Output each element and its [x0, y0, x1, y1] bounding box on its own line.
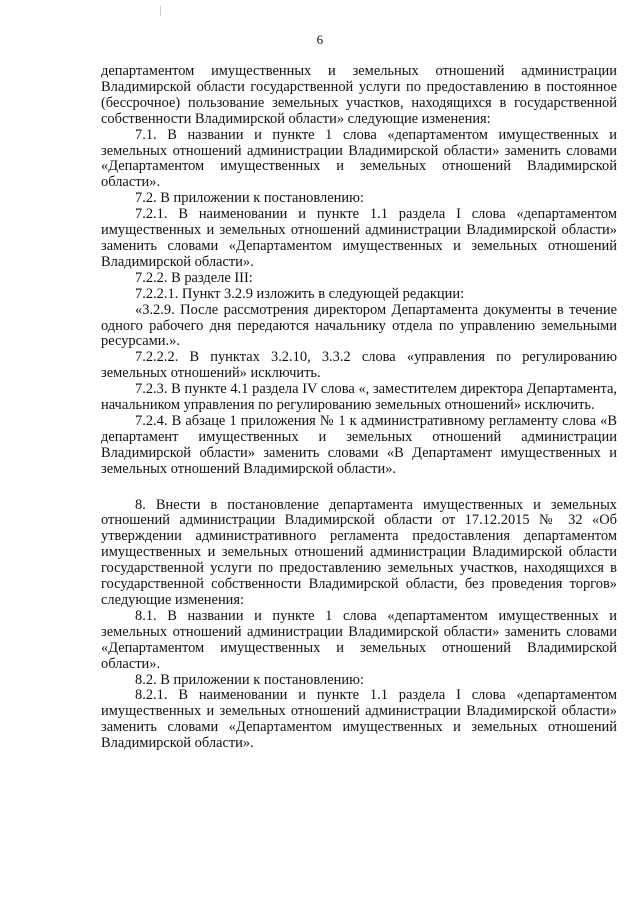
paragraph-8-1: 8.1. В названии и пункте 1 слова «департаментом имущественных и земельных отношений администрации Владимирской области» заменить словами «Департаментом имущественных и земельных отношений Владимирской области».: [101, 607, 617, 672]
paragraph-7-2-4: 7.2.4. В абзаце 1 приложения № 1 к административному регламенту слова «В департамент имущественных и земельных отношений администрации Владимирской области» заменить словами «В Департамент имущественных и земельных отношений Владимирской области».: [101, 412, 617, 477]
paragraph-7-2: 7.2. В приложении к постановлению:: [135, 190, 364, 207]
paragraph-7-2-1: 7.2.1. В наименовании и пункте 1.1 раздела I слова «департаментом имущественных и земельных отношений администрации Владимирской области» заменить словами «Департаментом имущественных и земельных отношений Владимирской области».: [101, 206, 617, 270]
paragraph-7-2-2-1: 7.2.2.1. Пункт 3.2.9 изложить в следующей редакции:: [135, 285, 465, 302]
document-body: [101, 64, 617, 752]
paragraph-intro-continuation: департаментом имущественных и земельных отношений администрации Владимирской области государственной услуги по предоставлению в постоянное (бессрочное) пользование земельных участков, находящихся в государственной собственности Владимирской области» следующие изменения:: [101, 63, 617, 127]
paragraph-7-2-2: 7.2.2. В разделе III:: [135, 269, 253, 286]
paragraph-7-2-3: 7.2.3. В пункте 4.1 раздела IV слова «, заместителем директора Департамента, начальником управления по регулированию земельных отношений» исключить.: [101, 381, 617, 414]
paragraph-7-1: 7.1. В названии и пункте 1 слова «департаментом имущественных и земельных отношений администрации Владимирской области» заменить словами «Департаментом имущественных и земельных отношений Владимирской области».: [101, 126, 617, 191]
page-number: 6: [316, 32, 324, 47]
paragraph-8: 8. Внести в постановление департамента имущественных и земельных отношений администрации Владимирской области от 17.12.2015 № 32 «Об утверждении административного регламента предоставления департаментом имущественных и земельных отношений администрации Владимирской области государственной услуги по предоставлению земельных участков, находящихся в государственной собственности Владимирской области, без проведения торгов» следующие изменения:: [101, 496, 617, 608]
scan-mark: [160, 6, 161, 16]
paragraph-8-2-1: 8.2.1. В наименовании и пункте 1.1 раздела I слова «департаментом имущественных и земельных отношений администрации Владимирской области» заменить словами «Департаментом имущественных и земельных отношений Владимирской области».: [101, 687, 617, 752]
paragraph-8-2: 8.2. В приложении к постановлению:: [135, 671, 364, 688]
paragraph-3-2-9-quote: «3.2.9. После рассмотрения директором Департамента документы в течение одного рабочего дня передаются начальнику отдела по управлению земельными ресурсами.».: [101, 301, 617, 350]
paragraph-7-2-2-2: 7.2.2.2. В пунктах 3.2.10, 3.3.2 слова «управления по регулированию земельных отношений» исключить.: [101, 349, 617, 382]
